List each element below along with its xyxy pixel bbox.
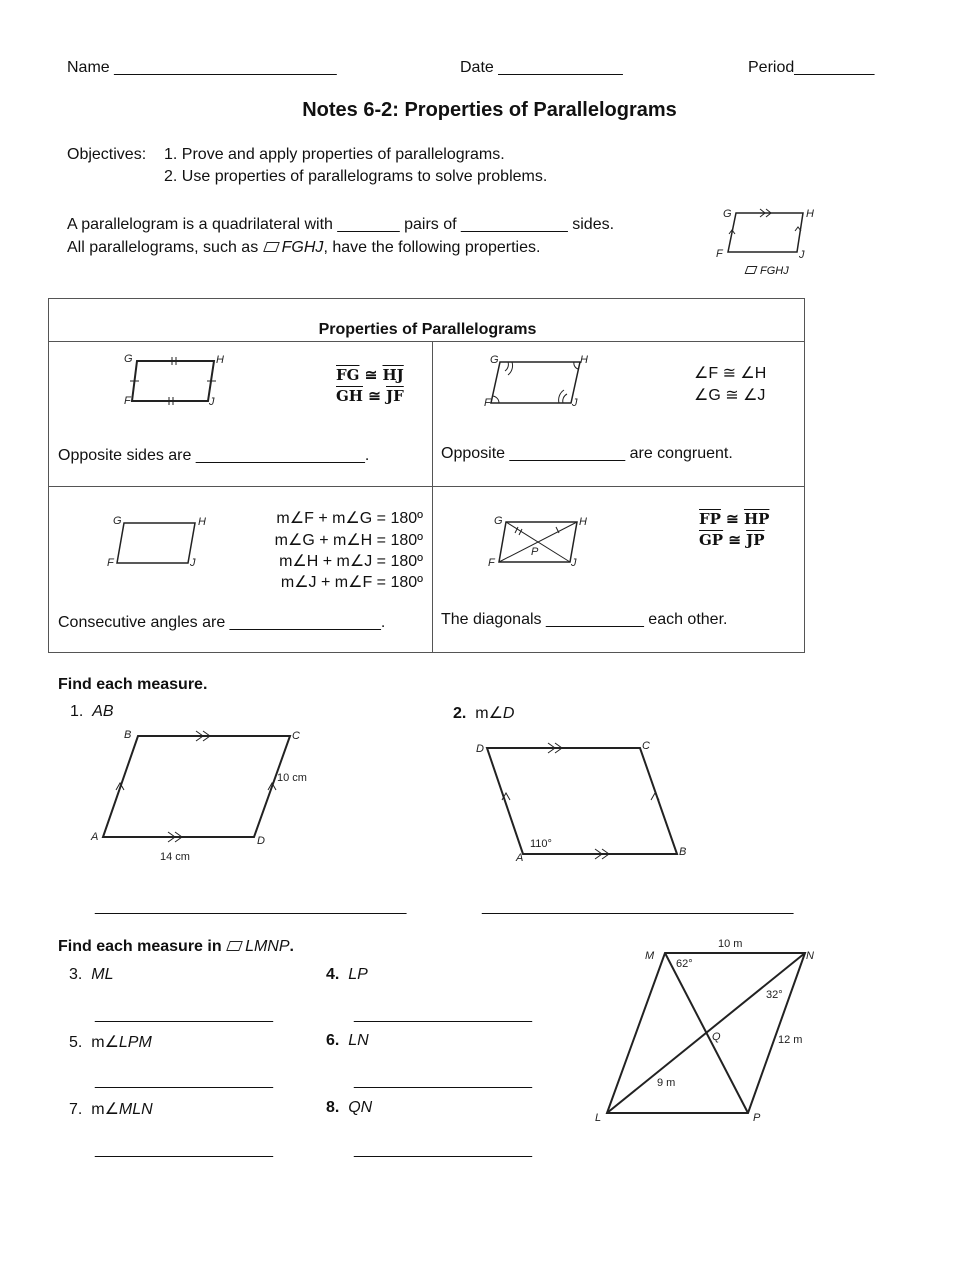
opposite-sides-figure (124, 353, 224, 408)
figure-label: G (113, 515, 122, 527)
question-number: 5. (69, 1034, 83, 1051)
intro-text-end: , have the following properties. (323, 239, 541, 256)
segment: $\overline{HJ}$ (382, 366, 404, 384)
figure-label: H (580, 354, 588, 366)
figure-label: L (595, 1112, 602, 1124)
heading-figure: LMNP (245, 938, 290, 955)
relation: ∠F ≅ ∠H (694, 365, 767, 382)
intro-figure-name: FGHJ (281, 239, 324, 256)
figure-label: B (679, 846, 687, 858)
figure-label: J (209, 396, 215, 408)
segment: $\overline{FG}$ (336, 366, 360, 384)
figure-label: G (490, 354, 499, 366)
question-number: 7. (69, 1101, 83, 1118)
diagonal-relations: $\overline{FP}$ ≅ $\overline{HP}$ $\overline{GP}$ ≅ $\overline{JP}$ (699, 510, 770, 549)
table-heading: Properties of Parallelograms (318, 321, 537, 338)
statement-consecutive-angles: Consecutive angles are _________________. (58, 614, 386, 631)
figure-label: J (799, 249, 805, 261)
figure-label: A (516, 852, 524, 864)
answer-line-7[interactable]: ____________________ (95, 1141, 273, 1158)
statement-opposite-angles: Opposite _____________ are congruent. (441, 445, 733, 462)
intro-text: All parallelograms, such as (67, 239, 259, 256)
question-number: 1. (70, 703, 84, 720)
figure-label: G (494, 515, 503, 527)
answer-line-2[interactable]: ___________________________________ (482, 898, 794, 915)
question-number: 8. (326, 1099, 340, 1116)
question-text: AB (92, 703, 114, 720)
name-field[interactable]: Name _________________________ (67, 59, 337, 76)
question-text: MLN (118, 1101, 153, 1118)
page-title: Notes 6-2: Properties of Parallelograms (302, 99, 677, 121)
segment: $\overline{FP}$ (699, 510, 721, 528)
period-field[interactable]: Period_________ (748, 59, 875, 76)
figure-label: 32° (766, 989, 783, 1001)
heading-text: . (289, 938, 294, 955)
lmnp-figure (595, 938, 814, 1124)
figure-label: B (124, 729, 132, 741)
question-number: 4. (326, 966, 340, 983)
figure-label: 9 m (657, 1077, 676, 1089)
figure-label: F (484, 397, 491, 409)
answer-line-8[interactable]: ____________________ (354, 1141, 532, 1158)
objectives-label: Objectives: (67, 146, 147, 163)
figure-label: J (572, 397, 578, 409)
figure-label: M (645, 950, 655, 962)
segment: $\overline{HP}$ (743, 510, 770, 528)
figure-label: G (723, 208, 732, 220)
figure-label: H (198, 516, 206, 528)
figure-label: 10 cm (277, 772, 307, 784)
question-text: ML (91, 966, 114, 983)
diagonals-figure (488, 515, 587, 569)
relation: m∠H + m∠J = 180º (279, 553, 423, 570)
figure-label: C (642, 740, 650, 752)
figure-label: G (124, 353, 133, 365)
figure-label: 62° (676, 958, 693, 970)
figure-label: N (806, 950, 814, 962)
figure-label: J (190, 557, 196, 569)
relation: m∠F + m∠G = 180º (276, 510, 423, 527)
figure-label: 10 m (718, 938, 743, 950)
question-text: m∠ (475, 705, 503, 722)
parallelogram-fghj-figure (716, 208, 814, 261)
relation: ∠G ≅ ∠J (694, 387, 766, 404)
statement-diagonals: The diagonals ___________ each other. (441, 611, 728, 628)
figure-label: D (257, 835, 265, 847)
segment: $\overline{JP}$ (746, 531, 765, 549)
question-text: QN (348, 1099, 373, 1116)
figure-label: Q (712, 1031, 721, 1043)
segment: $\overline{GH}$ (336, 387, 363, 405)
figure-label: C (292, 730, 300, 742)
figure-label: F (488, 557, 495, 569)
consecutive-angles-figure (107, 515, 206, 569)
figure-label: F (716, 248, 723, 260)
definition-line: A parallelogram is a quadrilateral with _______ pairs of ____________ sides. (67, 216, 615, 233)
answer-line-6[interactable]: ____________________ (354, 1072, 532, 1089)
figure-label: H (579, 516, 587, 528)
figure-label: A (91, 831, 99, 843)
section1-heading: Find each measure. (58, 676, 208, 693)
question-number: 6. (326, 1032, 340, 1049)
figure-label: P (531, 546, 539, 558)
figure-label: H (806, 208, 814, 220)
figure-label: 110° (530, 838, 552, 850)
statement-opposite-sides: Opposite sides are ___________________. (58, 447, 370, 464)
answer-line-5[interactable]: ____________________ (95, 1072, 273, 1089)
answer-line-1[interactable]: ___________________________________ (95, 898, 407, 915)
figure-label: 14 cm (160, 851, 190, 863)
figure-label: H (216, 354, 224, 366)
figure-label: F (107, 557, 114, 569)
question-text: LPM (118, 1034, 152, 1051)
segment: $\overline{JF}$ (386, 387, 404, 405)
question-number: 3. (69, 966, 83, 983)
date-field[interactable]: Date ______________ (460, 59, 623, 76)
figure-label: F (124, 395, 131, 407)
question-text: LN (348, 1032, 369, 1049)
question-number: 2. (453, 705, 467, 722)
question-text: m∠ (91, 1101, 119, 1118)
objective-2: 2. Use properties of parallelograms to solve problems. (164, 168, 548, 185)
relation: m∠J + m∠F = 180º (280, 574, 423, 591)
figure-label: J (571, 557, 577, 569)
problem-2-figure (476, 740, 686, 864)
caption-text: FGHJ (760, 265, 789, 277)
problem-1-figure (90, 729, 307, 863)
question-text: m∠ (91, 1034, 119, 1051)
opposite-angles-figure (484, 354, 588, 409)
figure-label: D (476, 743, 484, 755)
question-text: LP (348, 966, 368, 983)
objective-1: 1. Prove and apply properties of parallelograms. (164, 146, 505, 163)
opposite-sides-relations: $\overline{FG}$ ≅ $\overline{HJ}$ $\overline{GH}$ ≅ $\overline{JF}$ (336, 366, 404, 405)
question-text: D (502, 705, 515, 722)
answer-line-4[interactable]: ____________________ (354, 1006, 532, 1023)
figure-label: 12 m (778, 1034, 803, 1046)
heading-text: Find each measure in (58, 938, 222, 955)
relation: m∠G + m∠H = 180º (274, 532, 423, 549)
figure-label: P (753, 1112, 761, 1124)
segment: $\overline{GP}$ (699, 531, 724, 549)
answer-line-3[interactable]: ____________________ (95, 1006, 273, 1023)
